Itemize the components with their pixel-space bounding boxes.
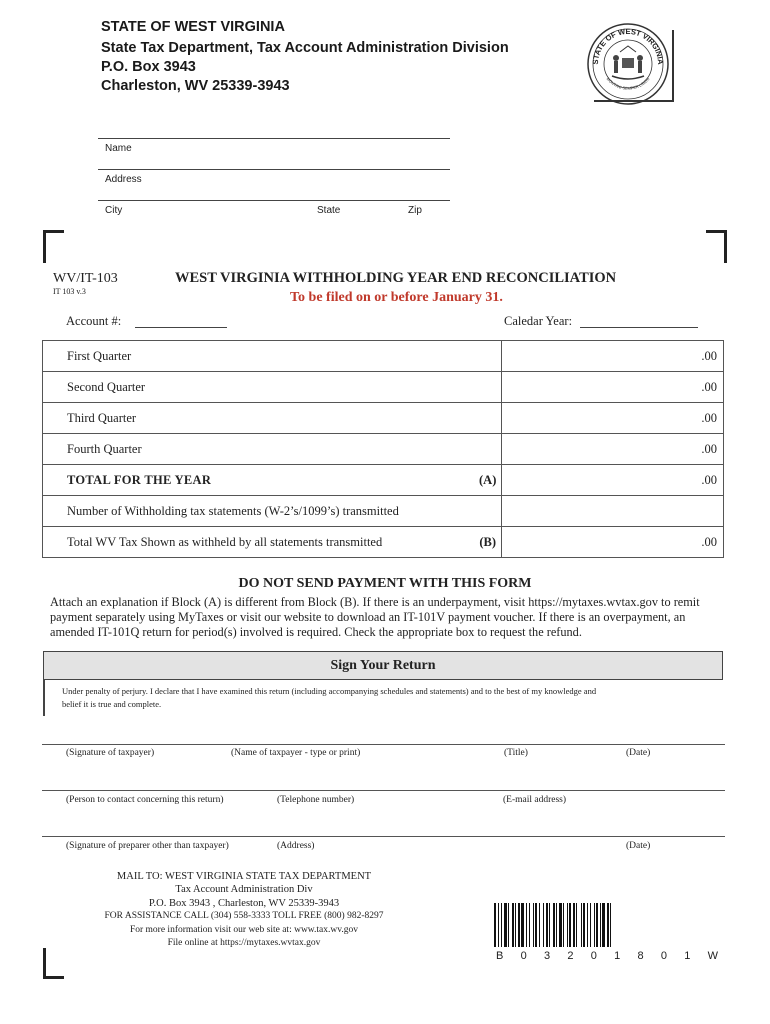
form-code: WV/IT-103 [53, 271, 118, 286]
signature-line-3[interactable] [42, 836, 725, 837]
barcode-bar [563, 903, 564, 947]
row-label: TOTAL FOR THE YEAR [43, 465, 474, 496]
mail-line-4: FOR ASSISTANCE CALL (304) 558-3333 TOLL FREE (800) 982-8297 [104, 911, 384, 922]
account-input[interactable] [135, 327, 227, 328]
barcode-bar [600, 903, 601, 947]
barcode-bar [533, 903, 534, 947]
barcode-char: 2 [567, 950, 574, 962]
form-subtitle: To be filed on or before January 31. [290, 290, 503, 305]
row-block [474, 341, 502, 372]
table-row [43, 496, 724, 527]
row-label: Fourth Quarter [43, 434, 474, 465]
title-label: (Title) [504, 748, 528, 758]
barcode-bar [543, 903, 544, 947]
barcode-char: 1 [684, 950, 691, 962]
barcode-bar [583, 903, 585, 947]
mail-line-3: P.O. Box 3943 , Charleston, WV 25339-3943 [148, 897, 340, 909]
row-block: (A) [474, 465, 502, 496]
barcode-bar [508, 903, 509, 947]
address-line [98, 169, 450, 170]
barcode-bar [546, 903, 548, 947]
taxpayer-signature-label: (Signature of taxpayer) [66, 748, 155, 758]
barcode-bar [529, 903, 530, 947]
calendar-year-label: Caledar Year: [504, 314, 573, 328]
contact-person-label: (Person to contact concerning this return) [66, 795, 224, 805]
barcode-bar [518, 903, 520, 947]
name-label: Name [105, 143, 132, 154]
city-label: City [105, 205, 123, 216]
corner-mark-top-left [43, 230, 64, 263]
barcode-bar [569, 903, 571, 947]
state-label: State [317, 205, 341, 216]
barcode-bar [587, 903, 588, 947]
header-line-1: STATE OF WEST VIRGINIA [101, 19, 285, 35]
row-amount[interactable]: .00 [502, 434, 724, 465]
mail-line-2: Tax Account Administration Div [175, 884, 313, 896]
row-amount[interactable]: .00 [502, 403, 724, 434]
notice-line-1: Attach an explanation if Block (A) is different from Block (B). If there is an underpayment, visit https://mytaxes.wvtax.gov to remit [50, 595, 700, 609]
date-label-2: (Date) [626, 841, 651, 851]
signature-line-1[interactable] [42, 744, 725, 745]
notice-line-2: payment separately using MyTaxes or visit our website to download an IT-101V payment voucher. If there is an overpayment, an [50, 610, 686, 624]
barcode-char: 0 [590, 950, 597, 962]
perjury-line-1: Under penalty of perjury. I declare that I have examined this return (including accompanying schedules and statements) and to the best of my knowledge and [62, 686, 597, 696]
barcode-bar [596, 903, 598, 947]
form-title: WEST VIRGINIA WITHHOLDING YEAR END RECONCILIATION [175, 270, 617, 286]
table-row [43, 527, 724, 558]
barcode-bar [567, 903, 568, 947]
barcode-char: 0 [520, 950, 527, 962]
mail-line-6: File online at https://mytaxes.wvtax.gov [167, 938, 321, 949]
barcode-bar [573, 903, 575, 947]
barcode-char: W [707, 950, 718, 962]
barcode-bar [521, 903, 524, 947]
barcode-bar [594, 903, 595, 947]
form-version: IT 103 v.3 [53, 287, 86, 296]
barcode-bar [607, 903, 609, 947]
row-amount[interactable]: .00 [502, 527, 724, 558]
state-seal-icon [586, 22, 670, 106]
notice-line-3: amended IT-101Q return for period(s) involved is required. Check the appropriate box to request the refund. [50, 625, 582, 639]
barcode-bar [576, 903, 577, 947]
row-block [474, 434, 502, 465]
account-label: Account #: [66, 314, 122, 328]
barcode-char: 0 [660, 950, 667, 962]
perjury-line-2: belief it is true and complete. [62, 699, 162, 709]
row-amount[interactable]: .00 [502, 372, 724, 403]
barcode-bar [501, 903, 502, 947]
mail-line-1: MAIL TO: WEST VIRGINIA STATE TAX DEPARTMENT [116, 871, 372, 882]
table-row [43, 341, 724, 372]
table-row [43, 372, 724, 403]
row-block [474, 496, 502, 527]
notice-heading: DO NOT SEND PAYMENT WITH THIS FORM [238, 576, 532, 591]
barcode-bar [581, 903, 582, 947]
row-amount[interactable]: .00 [502, 341, 724, 372]
calendar-year-input[interactable] [580, 327, 698, 328]
barcode-bar [549, 903, 550, 947]
row-amount[interactable]: .00 [502, 465, 724, 496]
barcode-bar [515, 903, 516, 947]
seal-border-bottom [594, 100, 674, 102]
header-line-4: Charleston, WV 25339-3943 [101, 78, 290, 94]
svg-text:STATE OF WEST VIRGINIA: STATE OF WEST VIRGINIA [590, 26, 666, 65]
header-line-2: State Tax Department, Tax Account Administration Division [101, 40, 509, 56]
barcode-bar [512, 903, 514, 947]
barcode-bar [535, 903, 537, 947]
table-row [43, 403, 724, 434]
quarters-table [42, 340, 724, 558]
barcode [494, 903, 716, 947]
barcode-bar [602, 903, 605, 947]
table-row [43, 465, 724, 496]
row-block [474, 403, 502, 434]
telephone-label: (Telephone number) [277, 795, 355, 805]
email-label: (E-mail address) [503, 795, 567, 805]
barcode-bar [559, 903, 562, 947]
row-label: Second Quarter [43, 372, 474, 403]
name-line [98, 138, 450, 139]
barcode-char: 3 [543, 950, 551, 962]
barcode-bar [556, 903, 557, 947]
preparer-signature-label: (Signature of preparer other than taxpayer) [66, 841, 229, 851]
mail-line-5: For more information visit our web site at: www.tax.wv.gov [129, 924, 359, 935]
taxpayer-name-label: (Name of taxpayer - type or print) [231, 748, 361, 758]
seal-border [672, 30, 674, 102]
address-label: Address [105, 174, 142, 185]
barcode-char: B [496, 950, 504, 962]
barcode-bar [494, 903, 496, 947]
table-row [43, 434, 724, 465]
barcode-char: 8 [637, 950, 644, 962]
corner-mark-bottom-left [43, 948, 64, 979]
sign-heading: Sign Your Return [43, 651, 723, 680]
preparer-address-label: (Address) [277, 841, 315, 851]
barcode-bar [590, 903, 591, 947]
barcode-bar [610, 903, 611, 947]
barcode-bar [498, 903, 499, 947]
barcode-bar [526, 903, 527, 947]
svg-text:MONTANI SEMPER LIBERI: MONTANI SEMPER LIBERI [605, 76, 651, 91]
barcode-text [496, 950, 718, 962]
row-block: (B) [474, 527, 502, 558]
date-label-1: (Date) [626, 748, 651, 758]
barcode-char: 1 [614, 950, 621, 962]
header-line-3: P.O. Box 3943 [101, 59, 196, 75]
row-label: Total WV Tax Shown as withheld by all statements transmitted [43, 527, 474, 558]
row-label: First Quarter [43, 341, 474, 372]
row-amount[interactable] [502, 496, 724, 527]
row-label: Number of Withholding tax statements (W-2’s/1099’s) transmitted [43, 496, 474, 527]
sign-box-left-border [43, 680, 45, 716]
corner-mark-top-right [706, 230, 727, 263]
zip-label: Zip [408, 205, 422, 216]
city-line [98, 200, 450, 201]
row-label: Third Quarter [43, 403, 474, 434]
barcode-bar [539, 903, 540, 947]
row-block [474, 372, 502, 403]
barcode-bar [504, 903, 507, 947]
barcode-bar [553, 903, 555, 947]
signature-line-2[interactable] [42, 790, 725, 791]
mail-block [84, 870, 404, 950]
